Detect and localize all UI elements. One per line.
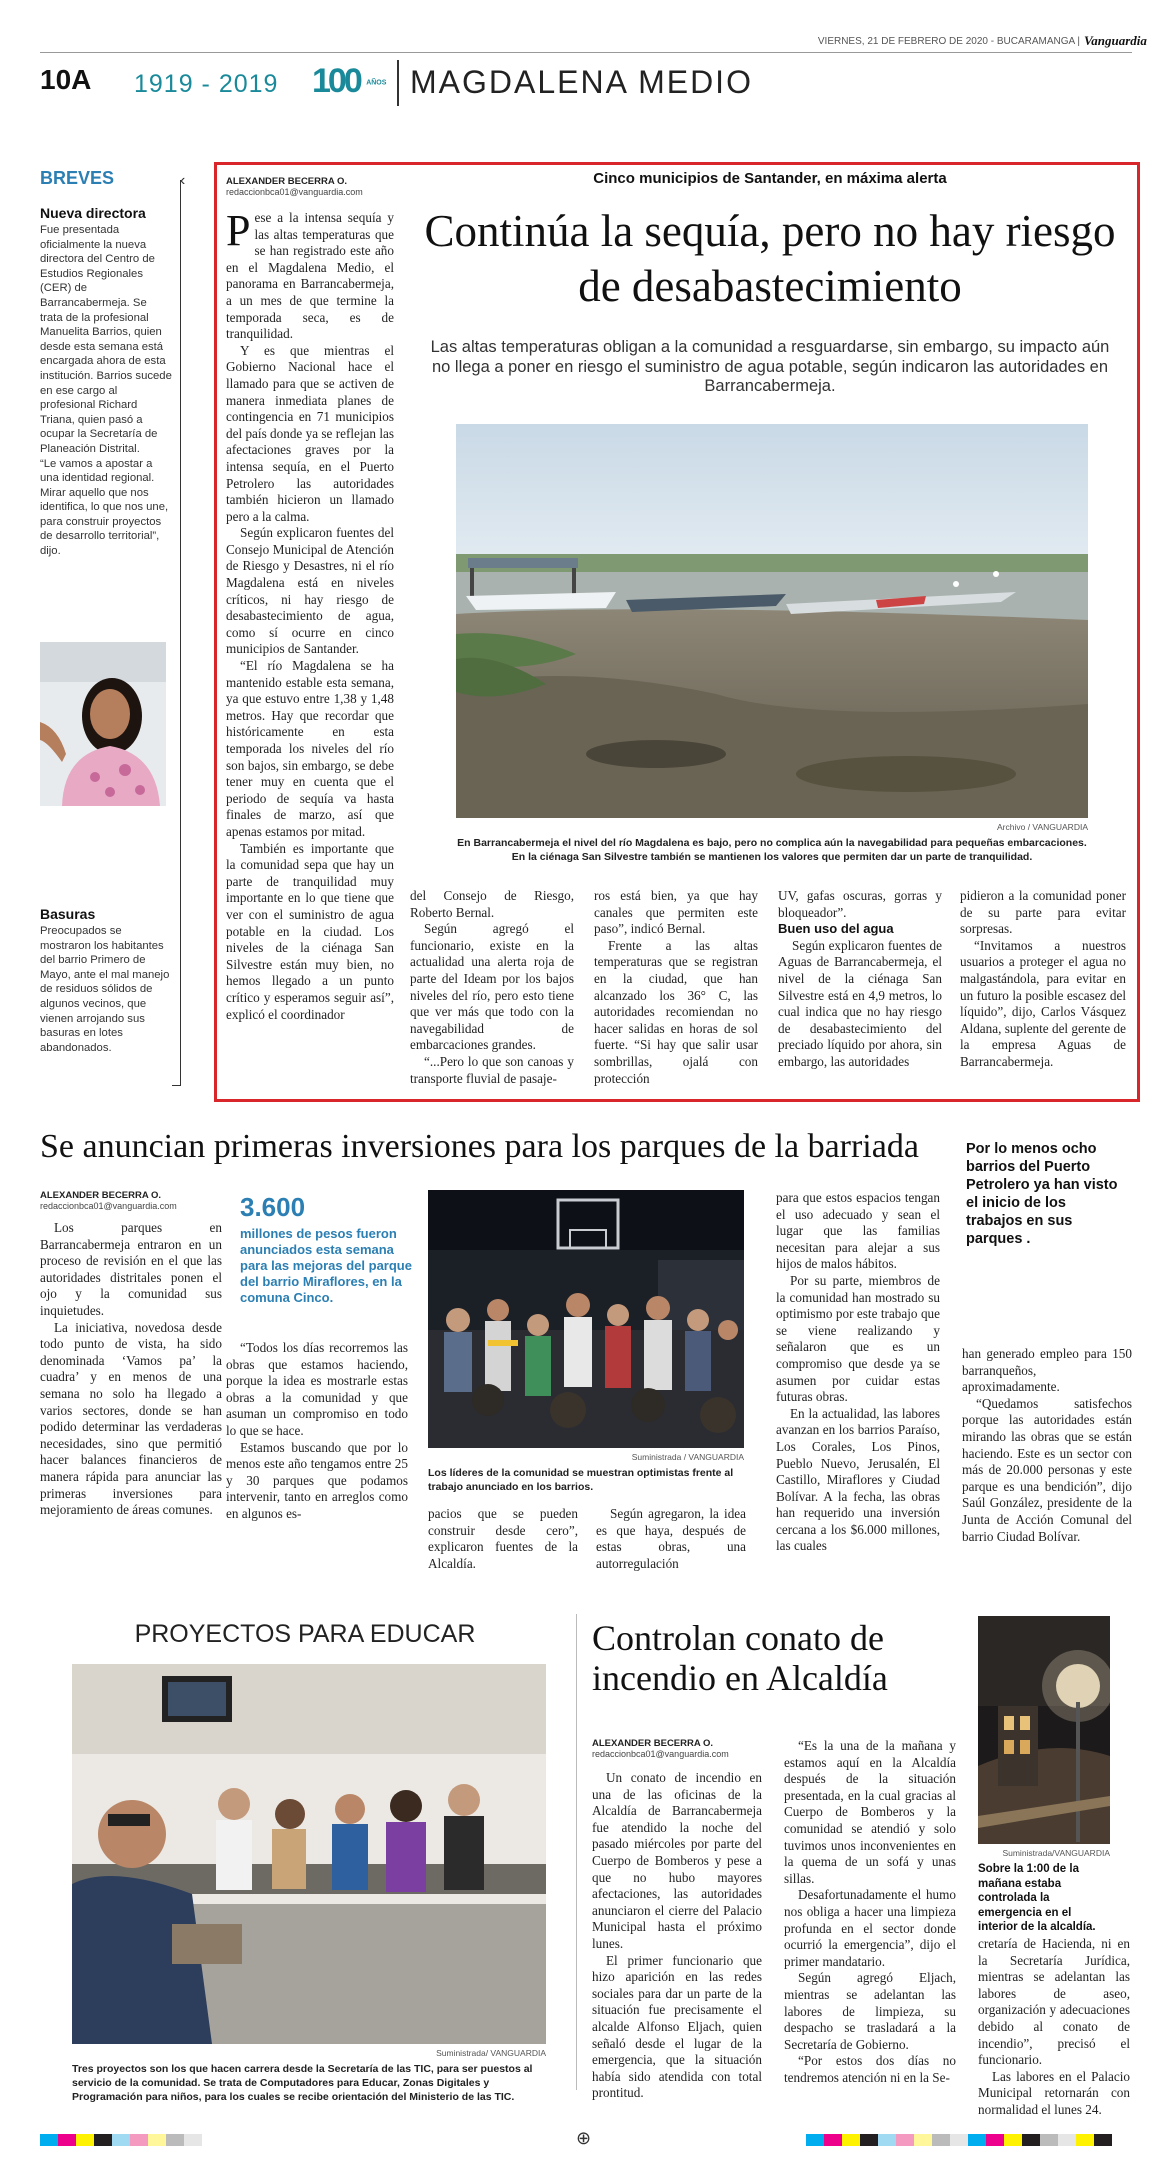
main-col3 — [594, 888, 758, 1087]
main-kicker: Cinco municipios de Santander, en máxima alerta — [593, 170, 947, 187]
parks-col5-p2: Por su parte, miembros de la comunidad han mostrado su optimismo por este trabajo que se viene realizando y señalaron que es un compromiso que desde ya se asumen por cuidar estas futuras obras. — [776, 1272, 940, 1405]
main-col5-p2: “Invitamos a nuestros usuarios a proteger el agua no malgastándola, para evitar en un futuro la posible escasez del líquido”, dijo, Carlos Vásquez Aldana, suplente del gerente de la empresa Aguas de Barrancabermeja. — [960, 937, 1126, 1069]
fire-byline-email: redaccionbca01@vanguardia.com — [592, 1749, 729, 1759]
parks-col1 — [40, 1220, 222, 1519]
main-photo-credit: Archivo / VANGUARDIA — [996, 822, 1088, 832]
main-col1-p4: “El río Magdalena se ha mantenido estable esta semana, ya que estuvo entre 1,38 y 1,48 metros. Hay que recordar que históricamente en esta temporada los niveles del río son bajos, sin embargo, se debe tener muy en cuenta que el periodo de sequía va hasta finales de marzo, así que apenas estamos por mitad. — [226, 658, 394, 839]
main-col1-p2: Y es que mientras el Gobierno Nacional hace el llamado para que se activen de manera inmediata planes de contingencia en 71 municipios del país donde ya se reflejan las afectaciones graves por la intensa sequía, en el Puerto Petrolero las autoridades también hicieron un llamado pero a la calma. — [226, 342, 394, 524]
main-col5 — [960, 888, 1126, 1071]
main-photo-caption: En Barrancabermeja el nivel del río Magdalena es bajo, pero no complica aún la navegabilidad para pequeñas embarcaciones. En la ciénaga San Silvestre también se mantienen los valores que permiten dar un parte de tranquilidad. — [457, 837, 1087, 863]
main-subhead: Buen uso del agua — [778, 921, 894, 937]
parks-col6 — [962, 1346, 1132, 1545]
parks-col2-p1: “Todos los días recorremos las obras que estamos haciendo, porque la idea es mostrarle estas obras a la comunidad y que asuman un compromiso en todo lo que se hace. — [226, 1340, 408, 1438]
parks-col2-p2: Estamos buscando que por lo menos este año tengamos entre 25 y 30 parques que podamos intervenir, tanto en arreglos como en algunos es- — [226, 1439, 408, 1521]
projects-title: PROYECTOS PARA EDUCAR — [134, 1620, 476, 1648]
parks-photo — [428, 1190, 744, 1448]
header-divider — [397, 60, 399, 106]
parks-col3-p1: pacios que se pueden construir desde cero”, explicaron fuentes de la Alcaldía. — [428, 1506, 578, 1571]
fire-col3 — [978, 1936, 1130, 2119]
fire-byline-name: ALEXANDER BECERRA O. — [592, 1738, 714, 1749]
main-col2-p1: del Consejo de Riesgo, Roberto Bernal. — [410, 888, 574, 920]
fire-headline: Controlan conato de incendio en Alcaldía — [592, 1618, 888, 1698]
main-col1 — [226, 206, 394, 1023]
parks-stat-number: 3.600 — [240, 1192, 306, 1222]
main-byline-name: ALEXANDER BECERRA O. — [226, 176, 348, 187]
main-headline: Continúa la sequía, pero no hay riesgo de desabastecimiento — [424, 206, 1116, 311]
breves-column — [40, 168, 172, 559]
parks-col6-p1: han generado empleo para 150 barranqueños, aproximadamente. — [962, 1346, 1132, 1395]
parks-col2 — [226, 1340, 408, 1523]
main-col1-p5: También es importante que la comunidad sepa que hay un parte de tranquilidad muy importante en lo que tiene que ver con el suministro de agua potable en la ciudad. Los niveles de la ciénaga San Silvestre están muy bien, no hemos llegado a un punto crítico y esperamos seguir así”, explicó el coordinador — [226, 840, 394, 1022]
fire-photo — [978, 1616, 1110, 1844]
main-col4 — [778, 888, 942, 1071]
anniversary-years: 1919 - 2019 — [134, 70, 279, 98]
date-line: VIERNES, 21 DE FEBRERO DE 2020 - BUCARAMANGA | — [817, 36, 1080, 47]
main-col3-p2: Frente a las altas temperaturas que se registran en la ciudad, que han alcanzado los 36° C, las autoridades recomiendan no hacer salidas en horas de sol fuerte. “Si hay que salir usar sombrillas, ojalá con protección — [594, 937, 758, 1086]
page-number: 10A — [40, 64, 92, 95]
main-col2 — [410, 888, 574, 1087]
fire-col3-p1: cretaría de Hacienda, ni en la Secretaría Jurídica, mientras se adelantan las labores de aseo, organización y adecuaciones debido al conato de incendio”, precisó el funcionario. — [978, 1936, 1130, 2068]
color-bar-right — [806, 2134, 1112, 2146]
breves-item1-quote: “Le vamos a apostar a una identidad regional. Mirar aquello que nos identifica, lo que nos une, para construir proyectos de desarrollo territorial”, dijo. — [40, 457, 169, 558]
fire-col2 — [784, 1738, 956, 2086]
fire-byline — [592, 1738, 729, 1759]
section-divider — [576, 1614, 577, 2090]
breves-bracket — [180, 180, 181, 1085]
parks-photo-caption: Los líderes de la comunidad se muestran optimistas frente al trabajo anunciado en los barrios. — [428, 1467, 734, 1493]
parks-col4-p1: Según agregaron, la idea es que haya, después de estas obras, una autorregulación — [596, 1506, 746, 1571]
parks-col1-p2: La iniciativa, novedosa desde todo punto de vista, ha sido denominada ‘Vamos pa’ la cuadra’ y en menos de una semana no solo ha llegado a varios sectores, donde se han podido determinar las verdaderas necesidades, sino que permitió hacer balances financieros de manera rápida para anunciar las primeras inversiones para mejoramiento de áreas comunes. — [40, 1319, 222, 1518]
parks-byline — [40, 1190, 177, 1211]
fire-col3-p2: Las labores en el Palacio Municipal retornarán con normalidad el lunes 24. — [978, 2068, 1130, 2117]
parks-col1-p1: Los parques en Barrancabermeja entraron en un proceso de revisión en el que las autoridades distritales ponen el ojo y la comunidad sus inquietudes. — [40, 1220, 222, 1318]
parks-col5 — [776, 1190, 940, 1555]
fire-col2-p2: Desafortunadamente el humo nos obliga a hacer una limpieza profunda en el sector donde ocurrió la emergencia”, dijo el primer mandatario. — [784, 1887, 956, 1969]
projects-photo-credit: Suministrada/ VANGUARDIA — [436, 2048, 546, 2058]
parks-byline-name: ALEXANDER BECERRA O. — [40, 1190, 162, 1201]
main-col3-p1: ros está bien, ya que hay canales que permiten este paso”, indicó Bernal. — [594, 888, 758, 937]
logo-number: 100 — [312, 62, 360, 100]
fire-col1-p2: El primer funcionario que hizo aparición en las redes sociales para dar un parte de la situación fue precisamente el alcalde Alfonso Eljach, quien señaló desde el lugar de la emergencia, que la situación había sido atendida con total prontitud. — [592, 1952, 762, 2101]
parks-col6-p2: “Quedamos satisfechos porque las autoridades están mirando las obras que se están haciendo. Este es un sector con más de 20.000 personas y este parque es una bendición”, dijo Saúl González, presidente de la Junta de Acción Comunal del barrio Ciudad Bolívar. — [962, 1395, 1132, 1544]
breves-item1-title: Nueva directora — [40, 205, 146, 221]
breves-item2 — [40, 906, 172, 1055]
parks-photo-credit: Suministrada / VANGUARDIA — [631, 1452, 744, 1462]
color-bar-left — [40, 2134, 202, 2146]
breves-item2-text: Preocupados se mostraron los habitantes del barrio Primero de Mayo, ante el mal manejo de residuos sólidos de algunos vecinos, que vienen arrojando sus basuras en lotes abandonados. — [40, 925, 170, 1054]
breves-bracket-foot — [172, 1085, 181, 1086]
fire-col2-p3: Según agregó Eljach, mientras se adelantan las labores de limpieza, su despacho se trasladará a la Secretaría de Gobierno. — [784, 1970, 956, 2052]
portrait-photo — [40, 642, 166, 806]
fire-col2-p1: “Es la una de la mañana y estamos aquí en la Alcaldía después de la situación presentada, en la cual gracias al Cuerpo de Bomberos y la comunidad se atendió y solo tuvimos unos inconvenientes en la quema de un sofá y unas sillas. — [784, 1738, 956, 1886]
fire-photo-credit: Suministrada/VANGUARDIA — [1002, 1848, 1110, 1858]
parks-col3 — [428, 1506, 578, 1572]
main-col4-p2: Según explicaron fuentes de Aguas de Barrancabermeja, el nivel de la ciénaga San Silvestre está en 4,9 metros, lo cual indica que no hay riesgo de desabastecimiento del preciado líquido por ahora, sin embargo, las autoridades — [778, 937, 942, 1069]
parks-headline: Se anuncian primeras inversiones para los parques de la barriada — [40, 1128, 919, 1165]
brand-name: Vanguardia — [1084, 33, 1147, 48]
breves-item1-text: Fue presentada oficialmente la nueva directora del Centro de Estudios Regionales (CER) de Barrancabermeja. Se trata de la profesional Manuelita Barrios, quien desde esta semana está encargada ahora de esta institución. Barrios sucede en ese cargo al profesional Richard Triana, quien pasó a ocupar la Secretaría de Planeación Distrital. — [40, 224, 172, 455]
fire-col1 — [592, 1770, 762, 2102]
main-dropcap: P — [226, 206, 251, 255]
breves-title: BREVES — [40, 168, 115, 188]
parks-byline-email: redaccionbca01@vanguardia.com — [40, 1201, 177, 1211]
section-title: MAGDALENA MEDIO — [410, 64, 753, 100]
parks-pull-quote: Por lo menos ocho barrios del Puerto Petrolero ya han visto el inicio de los trabajos en sus parques . — [966, 1141, 1118, 1247]
main-col1-p1: ese a la intensa sequía y las altas temperaturas que se han registrado este año en el Magdalena Medio, el panorama en Barrancabermeja, a un mes de que termine la temporada seca, es de tranquilidad. — [226, 210, 394, 342]
registration-mark-icon: ⊕ — [576, 2128, 592, 2148]
parks-col5-p1: para que estos espacios tengan el uso adecuado y sean el lugar que las familias necesitan para alejar a sus hijos de malos hábitos. — [776, 1190, 940, 1272]
fire-col2-p4: “Por estos dos días no tendremos atención ni en la Se- — [784, 2053, 956, 2085]
main-col5-p1: pidieron a la comunidad poner de su parte para evitar sorpresas. — [960, 888, 1126, 937]
main-col1-p3: Según explicaron fuentes del Consejo Municipal de Atención de Riesgo y Desastres, ni el río Magdalena está en niveles críticos, ni hay riesgo de desabastecimiento de agua, como sí ocurre en cinco municipios de Santander. — [226, 525, 394, 657]
fire-col1-p1: Un conato de incendio en una de las oficinas de la Alcaldía de Barrancabermeja fue atendido la noche del pasado miércoles por parte del Cuerpo de Bomberos y pese a que no hubo mayores afectaciones, las autoridades anunciaron el cierre del Palacio Municipal hasta el próximo lunes. — [592, 1770, 762, 1951]
main-col4-p1: UV, gafas oscuras, gorras y bloqueador”. — [778, 888, 942, 920]
main-byline — [226, 176, 363, 197]
parks-stat-text: millones de pesos fueron anunciados esta semana para las mejoras del parque del barrio Miraflores, en la comuna Cinco. — [240, 1226, 412, 1305]
bracket-arrow-icon: ‹ — [180, 172, 186, 189]
anniversary-logo — [312, 62, 386, 101]
projects-photo — [72, 1664, 546, 2044]
main-deck: Las altas temperaturas obligan a la comunidad a resguardarse, sin embargo, su impacto aún no llega a poner en riesgo el suministro de agua potable, según indicaron las autoridades en Barrancabermeja. — [430, 338, 1110, 395]
river-photo — [456, 424, 1088, 818]
main-col2-p3: “...Pero lo que son canoas y transporte fluvial de pasaje- — [410, 1053, 574, 1086]
logo-small-text: AÑOS — [366, 79, 387, 87]
header-rule — [40, 52, 1132, 53]
parks-col4 — [596, 1506, 746, 1572]
main-col2-p2: Según agregó el funcionario, existe en la actualidad una alerta roja de parte del Ideam por los bajos niveles del río, pero esto tiene que ver más que todo con la navegabilidad de embarcaciones grandes. — [410, 921, 574, 1053]
parks-col5-p3: En la actualidad, las labores avanzan en los barrios Paraíso, Los Corales, Los Pinos, Pueblo Nuevo, Jerusalén, El Castillo, Miraflores y Ciudad Bolívar. A la fecha, las obras han requerido una inversión cercana a los $6.000 millones, las cuales — [776, 1405, 940, 1554]
projects-photo-caption: Tres proyectos son los que hacen carrera desde la Secretaría de las TIC, para ser puestos al servicio de la comunidad. Se trata de Computadores para Educar, Zonas Digitales y Programación para niños, para los cuales se recibe orientación del Ministerio de las TIC. — [72, 2063, 533, 2103]
fire-photo-caption: Sobre la 1:00 de la mañana estaba controlada la emergencia en el interior de la alcaldía. — [978, 1863, 1096, 1933]
breves-item2-title: Basuras — [40, 906, 96, 922]
main-byline-email: redaccionbca01@vanguardia.com — [226, 187, 363, 197]
